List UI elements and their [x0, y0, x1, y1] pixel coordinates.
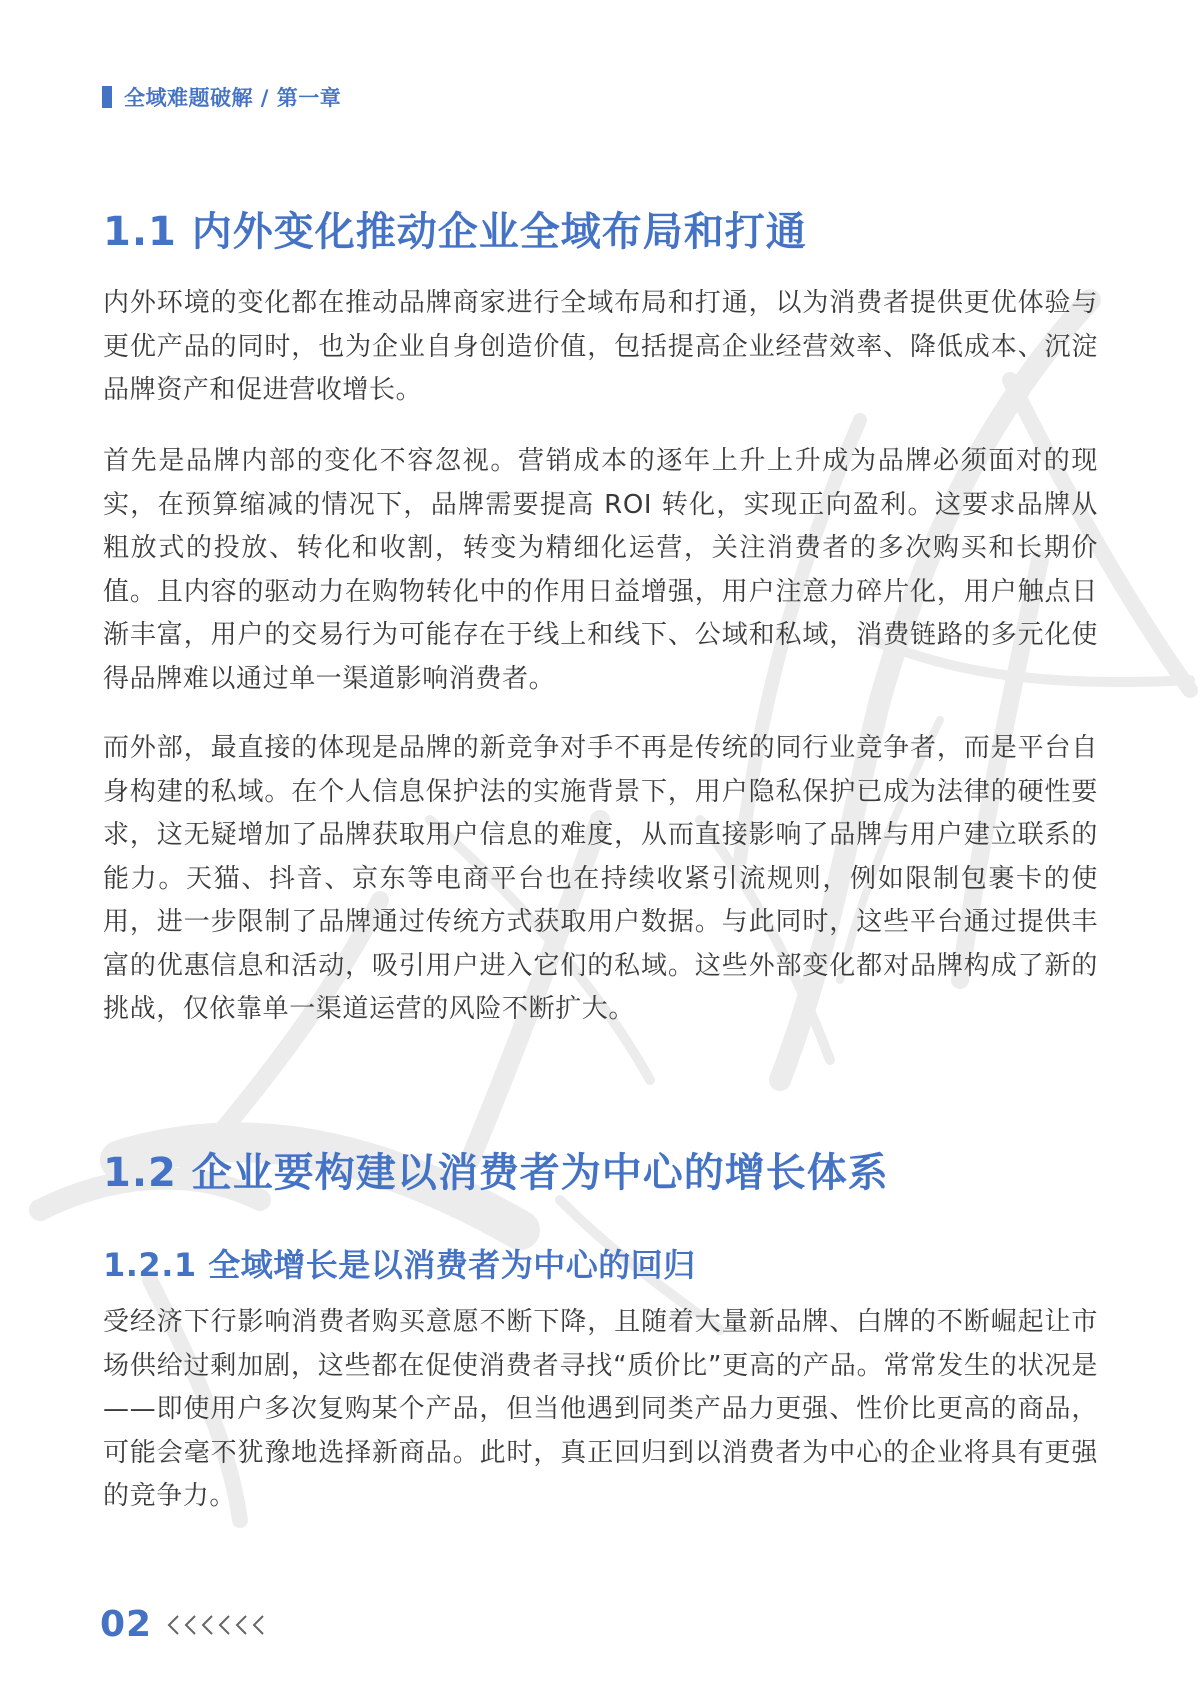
breadcrumb	[102, 84, 341, 110]
breadcrumb-text: 全域难题破解 / 第一章	[124, 86, 342, 110]
page-number: 02	[100, 1604, 153, 1645]
paragraph-1-1-a: 内外环境的变化都在推动品牌商家进行全域布局和打通，以为消费者提供更优体验与更优产品的同时，也为企业自身创造价值，包括提高企业经营效率、降低成本、沉淀品牌资产和促进营收增长。	[103, 288, 1098, 405]
chevron-left-icon	[183, 1614, 197, 1636]
section-heading-1-1: 1.1 内外变化推动企业全域布局和打通	[103, 209, 807, 255]
paragraph-1-2-1-a: 受经济下行影响消费者购买意愿不断下降，且随着大量新品牌、白牌的不断崛起让市场供给过剩加剧，这些都在促使消费者寻找“质价比”更高的产品。常常发生的状况是——即使用户多次复购某个产品，但当他遇到同类产品力更强、性价比更高的商品，可能会毫不犹豫地选择新商品。此时，真正回归到以消费者为中心的企业将具有更强的竞争力。	[103, 1307, 1098, 1511]
subsection-heading-1-2-1: 1.2.1 全域增长是以消费者为中心的回归	[103, 1246, 696, 1284]
chevron-left-icon	[217, 1614, 231, 1636]
page-footer	[100, 1604, 265, 1645]
breadcrumb-bar-icon	[102, 86, 112, 108]
chevron-left-icon	[251, 1614, 265, 1636]
paragraph-1-1-c: 而外部，最直接的体现是品牌的新竞争对手不再是传统的同行业竞争者，而是平台自身构建的私域。在个人信息保护法的实施背景下，用户隐私保护已成为法律的硬性要求，这无疑增加了品牌获取用户信息的难度，从而直接影响了品牌与用户建立联系的能力。天猫、抖音、京东等电商平台也在持续收紧引流规则，例如限制包裹卡的使用，进一步限制了品牌通过传统方式获取用户数据。与此同时，这些平台通过提供丰富的优惠信息和活动，吸引用户进入它们的私域。这些外部变化都对品牌构成了新的挑战，仅依靠单一渠道运营的风险不断扩大。	[103, 733, 1098, 1024]
section-heading-1-2: 1.2 企业要构建以消费者为中心的增长体系	[103, 1150, 889, 1196]
chevron-left-icon	[166, 1614, 180, 1636]
chevron-left-icon	[234, 1614, 248, 1636]
paragraph-1-1-b: 首先是品牌内部的变化不容忽视。营销成本的逐年上升上升成为品牌必须面对的现实，在预算缩减的情况下，品牌需要提高 ROI 转化，实现正向盈利。这要求品牌从粗放式的投放、转化和收割，转变为精细化运营，关注消费者的多次购买和长期价值。且内容的驱动力在购物转化中的作用日益增强，用户注意力碎片化，用户触点日渐丰富，用户的交易行为可能存在于线上和线下、公域和私域，消费链路的多元化使得品牌难以通过单一渠道影响消费者。	[103, 446, 1098, 694]
chevron-decoration	[166, 1614, 265, 1636]
chevron-left-icon	[200, 1614, 214, 1636]
